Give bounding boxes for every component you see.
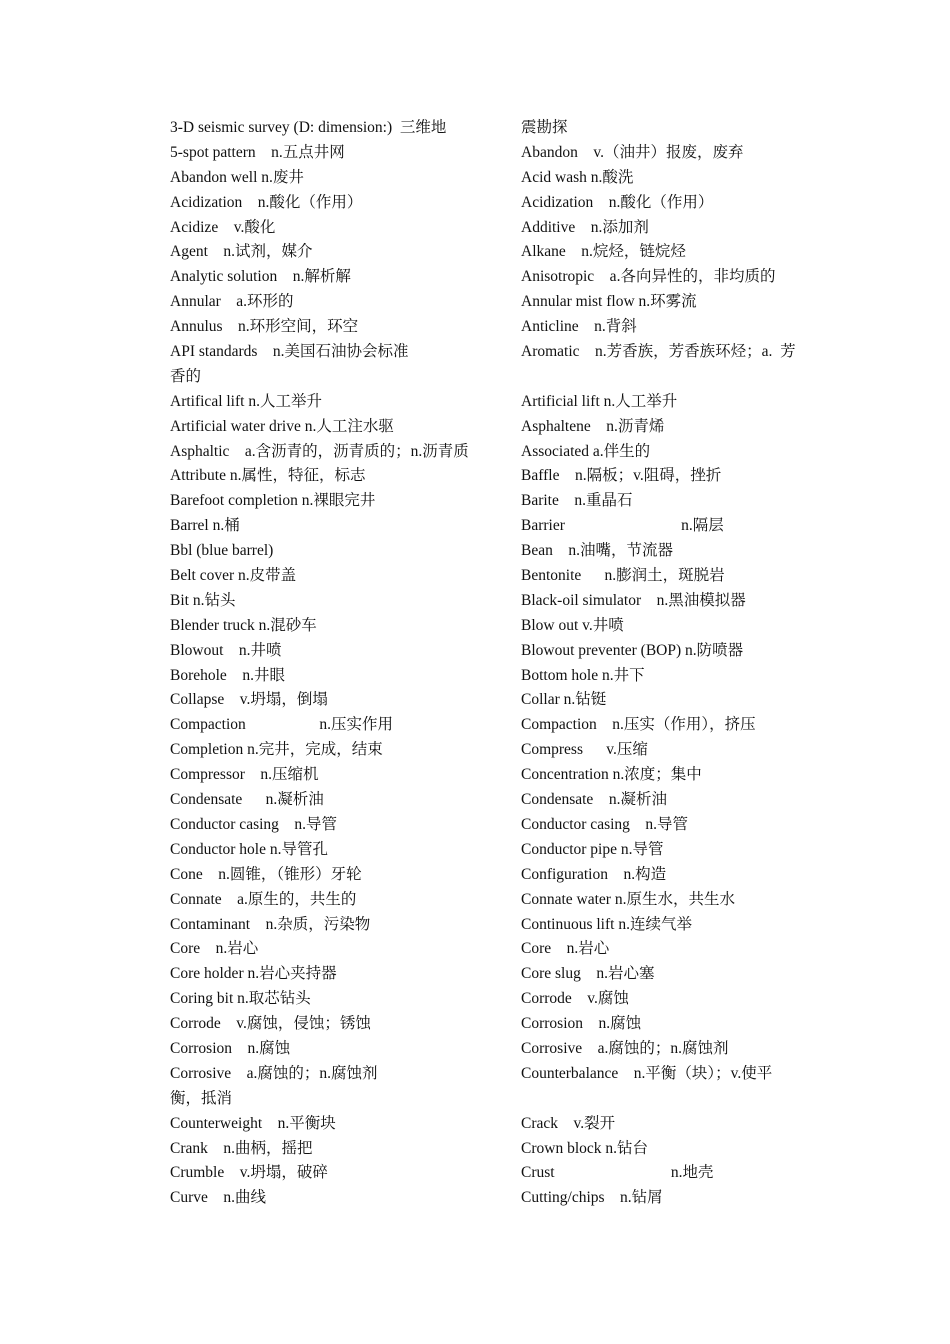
glossary-entry: Condensate n.凝析油 [521, 791, 667, 809]
glossary-entry: Barefoot completion n.裸眼完井 [170, 492, 376, 510]
glossary-entry: Bean n.油嘴，节流器 [521, 542, 673, 560]
glossary-entry: Coring bit n.取芯钻头 [170, 990, 311, 1008]
glossary-entry: Conductor hole n.导管孔 [170, 840, 328, 858]
glossary-entry: Additive n.添加剂 [521, 218, 649, 236]
glossary-entry: Continuous lift n.连续气举 [521, 915, 692, 933]
glossary-entry [521, 365, 821, 390]
glossary-entry: Core slug n.岩心塞 [521, 965, 655, 983]
glossary-entry: Bit n.钻头 [170, 591, 236, 609]
glossary-entry: Crown block n.钻台 [521, 1139, 649, 1157]
glossary-entry: Compaction n.压实（作用），挤压 [521, 716, 756, 734]
glossary-entry: Associated a.伴生的 [521, 442, 651, 460]
glossary-entry: Corrosion n.腐蚀 [170, 1039, 291, 1057]
glossary-entry: API standards n.美国石油协会标准 [170, 343, 409, 361]
glossary-entry: Compress v.压缩 [521, 741, 648, 759]
glossary-entry: Completion n.完井，完成，结束 [170, 741, 383, 759]
glossary-entry: Barite n.重晶石 [521, 492, 633, 510]
glossary-entry: Compaction n.压实作用 [170, 716, 394, 734]
glossary-entry: Corrosive a.腐蚀的；n.腐蚀剂 [521, 1039, 729, 1057]
glossary-entry: Acidization n.酸化（作用） [521, 193, 714, 211]
glossary-entry: Bbl (blue barrel) [170, 542, 274, 560]
glossary-entry: Annulus n.环形空间，环空 [170, 318, 359, 336]
glossary-entry: 震勘探 [521, 119, 568, 136]
glossary-entry: Counterweight n.平衡块 [170, 1114, 336, 1132]
glossary-entry: Acid wash n.酸洗 [521, 168, 634, 186]
glossary-entry: Annular a.环形的 [170, 293, 294, 311]
glossary-entry: Analytic solution n.解析解 [170, 268, 351, 286]
glossary-right-column [521, 116, 821, 1211]
glossary-entry: Bottom hole n.井下 [521, 666, 645, 684]
glossary-entry [521, 1087, 821, 1112]
glossary-entry: Belt cover n.皮带盖 [170, 567, 297, 585]
glossary-entry: Curve n.曲线 [170, 1189, 267, 1207]
glossary-entry: Blowout preventer (BOP) n.防喷器 [521, 641, 744, 659]
glossary-entry: Corrosive a.腐蚀的；n.腐蚀剂 [170, 1064, 378, 1082]
glossary-left-column [170, 116, 510, 1211]
glossary-entry: Crack v.裂开 [521, 1114, 616, 1132]
glossary-entry: Abandon v.（油井）报废，废弃 [521, 143, 744, 161]
glossary-entry: Black-oil simulator n.黑油模拟器 [521, 591, 746, 609]
glossary-entry: Aromatic n.芳香族，芳香族环烃；a. 芳 [521, 343, 796, 361]
glossary-entry: Cone n.圆锥，（锥形）牙轮 [170, 865, 362, 883]
glossary-entry: Conductor casing n.导管 [521, 815, 689, 833]
glossary-entry: Agent n.试剂，媒介 [170, 243, 313, 261]
glossary-entry: Abandon well n.废井 [170, 168, 304, 186]
glossary-entry: Cutting/chips n.钻屑 [521, 1189, 663, 1207]
glossary-entry: Artificial water drive n.人工注水驱 [170, 417, 394, 435]
glossary-entry: Core n.岩心 [521, 940, 610, 958]
glossary-entry: Concentration n.浓度；集中 [521, 766, 702, 784]
glossary-entry: Core holder n.岩心夹持器 [170, 965, 337, 983]
glossary-entry: Blow out v.井喷 [521, 616, 624, 634]
glossary-entry: Asphaltene n.沥青烯 [521, 417, 665, 435]
glossary-entry: Corrosion n.腐蚀 [521, 1015, 642, 1033]
glossary-entry: Contaminant n.杂质，污染物 [170, 915, 371, 933]
glossary-entry: Corrode v.腐蚀，侵蚀；锈蚀 [170, 1015, 371, 1033]
glossary-entry: Crumble v.坍塌，破碎 [170, 1164, 328, 1182]
glossary-entry: Acidize v.酸化 [170, 218, 276, 236]
glossary-entry: Crank n.曲柄，摇把 [170, 1139, 313, 1157]
glossary-entry: Anisotropic a.各向异性的，非均质的 [521, 268, 776, 286]
glossary-entry: Blowout n.井喷 [170, 641, 282, 659]
glossary-entry: Connate water n.原生水，共生水 [521, 890, 735, 908]
glossary-entry: Configuration n.构造 [521, 865, 667, 883]
glossary-entry: Condensate n.凝析油 [170, 791, 324, 809]
glossary-entry: Collar n.钻铤 [521, 691, 607, 709]
glossary-entry: Crust n.地壳 [521, 1164, 714, 1182]
glossary-entry: Asphaltic a.含沥青的，沥青质的；n.沥青质 [170, 442, 469, 460]
glossary-entry: Conductor casing n.导管 [170, 815, 338, 833]
glossary-entry: 3-D seismic survey (D: dimension:) 三维地 [170, 119, 447, 136]
glossary-entry: Annular mist flow n.环雾流 [521, 293, 697, 311]
glossary-entry: Blender truck n.混砂车 [170, 616, 317, 634]
glossary-entry: Alkane n.烷烃，链烷烃 [521, 243, 686, 261]
glossary-entry: Core n.岩心 [170, 940, 259, 958]
glossary-entry: Anticline n.背斜 [521, 318, 637, 336]
glossary-entry: Corrode v.腐蚀 [521, 990, 629, 1008]
glossary-entry: Borehole n.井眼 [170, 666, 285, 684]
glossary-entry: Connate a.原生的，共生的 [170, 890, 357, 908]
glossary-entry: Counterbalance n.平衡（块）；v.使平 [521, 1064, 773, 1082]
glossary-entry: Conductor pipe n.导管 [521, 840, 664, 858]
glossary-entry: Acidization n.酸化（作用） [170, 193, 363, 211]
glossary-entry: 香的 [170, 367, 202, 385]
glossary-entry: Barrel n.桶 [170, 517, 240, 535]
glossary-entry: 5-spot pattern n.五点井网 [170, 143, 345, 161]
glossary-entry: Artifical lift n.人工举升 [170, 392, 322, 410]
glossary-entry: 衡，抵消 [170, 1089, 233, 1107]
glossary-entry: Barrier n.隔层 [521, 517, 724, 535]
glossary-entry: Compressor n.压缩机 [170, 766, 319, 784]
glossary-entry: Collapse v.坍塌，倒塌 [170, 691, 328, 709]
glossary-entry: Bentonite n.膨润土，斑脱岩 [521, 567, 725, 585]
glossary-entry: Attribute n.属性，特征，标志 [170, 467, 366, 485]
glossary-entry: Baffle n.隔板；v.阻碍，挫折 [521, 467, 722, 485]
glossary-entry: Artificial lift n.人工举升 [521, 392, 678, 410]
